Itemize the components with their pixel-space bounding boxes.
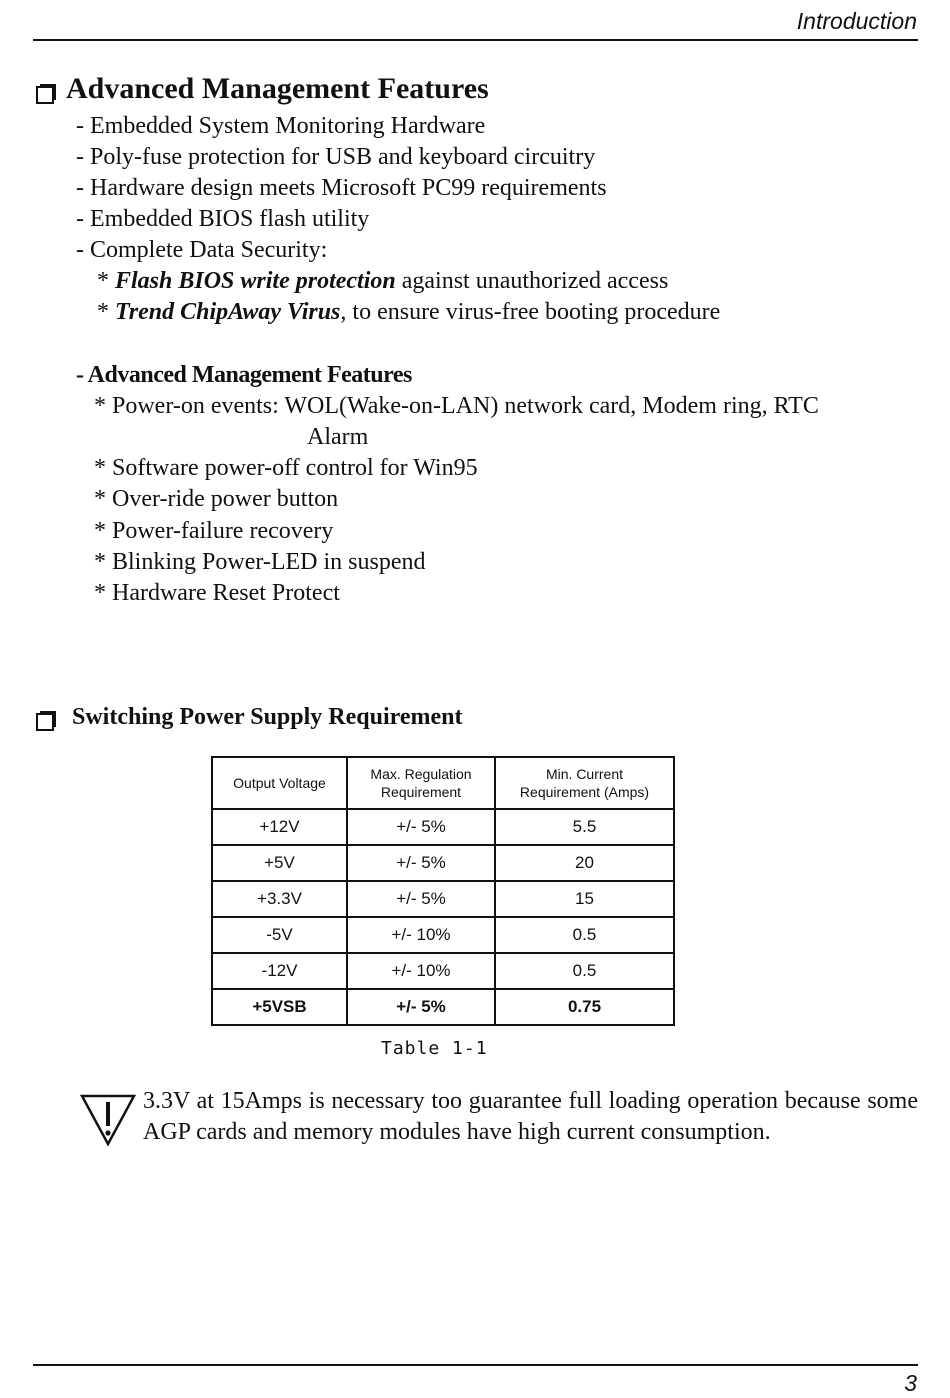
table-row [212, 917, 674, 953]
table-cell: +/- 5% [347, 845, 495, 881]
table-cell: 5.5 [495, 809, 674, 845]
table-cell: +5V [212, 845, 347, 881]
table-cell: +5VSB [212, 989, 347, 1025]
feature-item: - Embedded System Monitoring Hardware [76, 113, 486, 139]
column-header: Max. Regulation Requirement [347, 757, 495, 809]
table-cell: +/- 5% [347, 809, 495, 845]
table-row [212, 989, 674, 1025]
power-item-continuation: Alarm [307, 424, 369, 450]
table-cell: +3.3V [212, 881, 347, 917]
table-cell: +/- 5% [347, 989, 495, 1025]
section-heading-advanced-management: Advanced Management Features [66, 72, 489, 105]
security-text: against unauthorized access [395, 268, 669, 294]
column-header: Output Voltage [212, 757, 347, 809]
security-emphasis: Trend ChipAway Virus [115, 299, 341, 325]
table-row [212, 845, 674, 881]
page-number: 3 [904, 1370, 917, 1396]
feature-item: - Embedded BIOS flash utility [76, 206, 370, 232]
table-cell: +/- 10% [347, 953, 495, 989]
security-item-chipaway [97, 297, 720, 328]
power-item: * Power-failure recovery [94, 518, 334, 544]
column-header: Min. Current Requirement (Amps) [495, 757, 674, 809]
running-header: Introduction [796, 8, 917, 34]
table-header-row [212, 757, 674, 809]
power-item: * Software power-off control for Win95 [94, 455, 478, 481]
security-emphasis: Flash BIOS write protection [115, 268, 396, 294]
bullet: * [97, 299, 109, 325]
table-row [212, 881, 674, 917]
table-cell: 20 [495, 845, 674, 881]
security-text: , to ensure virus-free booting procedure [340, 299, 721, 325]
feature-item: - Poly-fuse protection for USB and keyboard circuitry [76, 144, 596, 170]
table-cell: 15 [495, 881, 674, 917]
feature-item: - Complete Data Security: [76, 237, 328, 263]
table-cell: 0.75 [495, 989, 674, 1025]
table-row [212, 809, 674, 845]
table-cell: 0.5 [495, 917, 674, 953]
warning-note: 3.3V at 15Amps is necessary too guarantee full loading operation because some AGP cards and memory modules have high current consumption. [143, 1088, 918, 1145]
table-row [212, 953, 674, 989]
power-item: * Over-ride power button [94, 486, 339, 512]
table-cell: +/- 5% [347, 881, 495, 917]
power-item: * Hardware Reset Protect [94, 580, 340, 606]
footer-rule [33, 1364, 918, 1366]
table-cell: -5V [212, 917, 347, 953]
power-supply-table [211, 756, 675, 1026]
table-cell: -12V [212, 953, 347, 989]
power-item: * Blinking Power-LED in suspend [94, 549, 426, 575]
checkbox-bullet-icon [36, 86, 54, 104]
subheading-advanced-management: - Advanced Management Features [76, 362, 412, 388]
security-item-flash-bios [97, 266, 668, 297]
table-caption: Table 1-1 [381, 1038, 488, 1059]
table-cell: +12V [212, 809, 347, 845]
bullet: * [97, 268, 109, 294]
table-cell: +/- 10% [347, 917, 495, 953]
table-cell: 0.5 [495, 953, 674, 989]
warning-icon [80, 1092, 136, 1148]
checkbox-bullet-icon [36, 713, 54, 731]
section-heading-power-supply: Switching Power Supply Requirement [72, 704, 463, 730]
header-rule [33, 39, 918, 41]
feature-item: - Hardware design meets Microsoft PC99 requirements [76, 175, 607, 201]
power-item: * Power-on events: WOL(Wake-on-LAN) network card, Modem ring, RTC [94, 393, 819, 419]
